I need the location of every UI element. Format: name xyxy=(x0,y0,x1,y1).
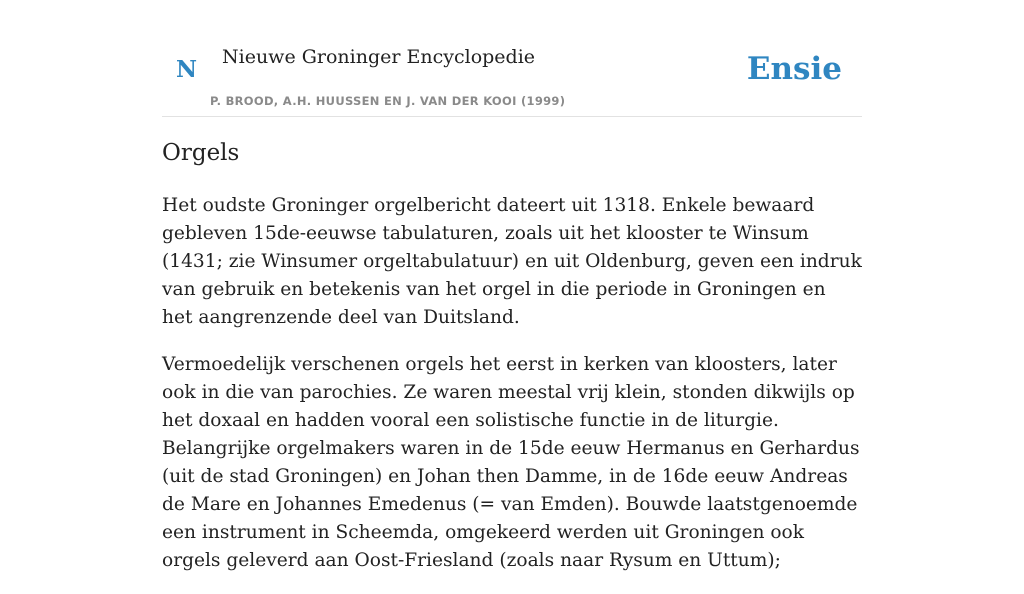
ensie-logo[interactable]: Ensie xyxy=(746,51,842,87)
article-title: Orgels xyxy=(162,140,240,166)
book-authors: P. BROOD, A.H. HUUSSEN EN J. VAN DER KOOI (1999) xyxy=(210,94,566,108)
page-header xyxy=(162,0,862,117)
article-paragraph-2: Vermoedelijk verschenen orgels het eerst in kerken van kloosters, later ook in die van parochies. Ze waren meestal vrij klein, stonden dikwijls op het doxaal en hadden vooral een solistische functie in de liturgie. Belangrijke orgelmakers waren in de 15de eeuw Hermanus en Gerhardus (uit de stad Groningen) en Johan then Damme, in de 16de eeuw Andreas de Mare en Johannes Emedenus (= van Emden). Bouwde laatstgenoemde een instrument in Scheemda, omgekeerd werden uit Groningen ook orgels geleverd aan Oost-Friesland (zoals naar Rysum en Uttum); xyxy=(162,354,860,571)
source-logo[interactable]: N xyxy=(176,56,198,83)
article-paragraph-1: Het oudste Groninger orgelbericht dateert uit 1318. Enkele bewaard gebleven 15de-eeuwse tabulaturen, zoals uit het klooster te Winsum (1431; zie Winsumer orgeltabulatuur) en uit Oldenburg, geven een indruk van gebruik en betekenis van het orgel in die periode in Groningen en het aangrenzende deel van Duitsland. xyxy=(162,195,862,328)
article-body xyxy=(162,192,862,594)
book-title-link[interactable]: Nieuwe Groninger Encyclopedie xyxy=(222,46,536,68)
